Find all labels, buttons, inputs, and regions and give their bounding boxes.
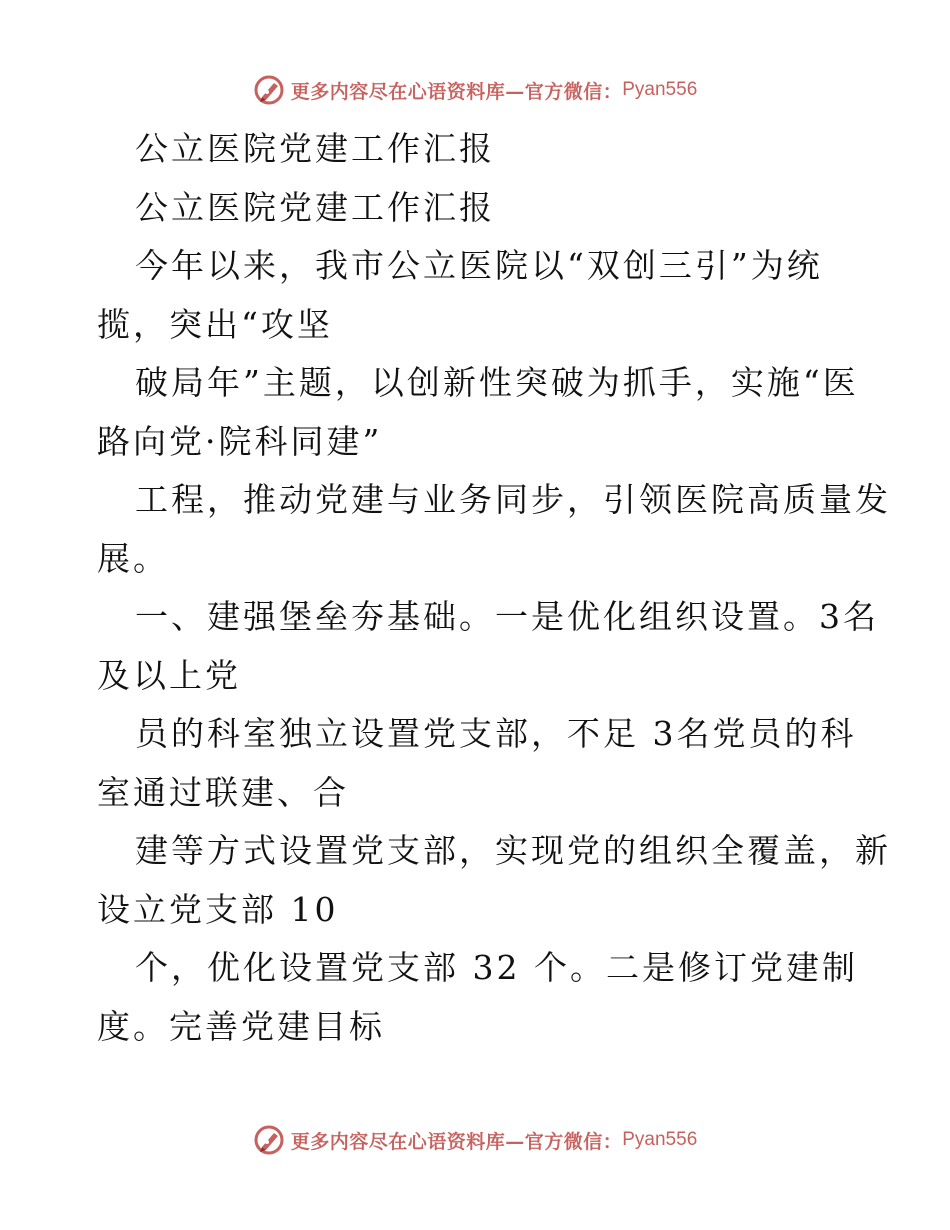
text-line: 工程，推动党建与业务同步，引领医院高质量发: [135, 480, 891, 519]
text-line: 破局年”主题，以创新性突破为抓手，实施“医: [135, 363, 859, 402]
text-line: 路向党·院科同建”: [97, 421, 383, 461]
pen-logo-icon: [253, 1124, 285, 1156]
watermark-handle: Pyan556: [622, 79, 698, 100]
text-line: 度。完善党建目标: [97, 1006, 385, 1046]
watermark-text: 更多内容尽在心语资料库—官方微信：: [290, 80, 623, 103]
footer-watermark: [0, 1122, 950, 1158]
document-body: [97, 120, 891, 1056]
doc-subtitle: 公立医院党建工作汇报: [135, 187, 495, 227]
pen-logo-icon: [253, 74, 285, 106]
text-line: 展。: [97, 538, 169, 578]
text-line: 揽，突出“攻坚: [97, 304, 333, 344]
text-line: 室通过联建、合: [97, 772, 349, 812]
text-line: 今年以来，我市公立医院以“双创三引”为统: [135, 246, 823, 285]
text-line: 建等方式设置党支部，实现党的组织全覆盖，新: [135, 831, 891, 870]
doc-title: 公立医院党建工作汇报: [135, 129, 495, 168]
text-line: 个，优化设置党支部 32 个。二是修订党建制: [135, 948, 858, 987]
text-line: 员的科室独立设置党支部，不足 3名党员的科: [135, 714, 857, 753]
text-line: 设立党支部 10: [97, 889, 339, 929]
text-line: 一、建强堡垒夯基础。一是优化组织设置。3名: [135, 597, 879, 636]
text-line: 及以上党: [97, 655, 241, 695]
header-watermark: [0, 72, 950, 108]
watermark-handle: Pyan556: [622, 1129, 698, 1150]
watermark-text: 更多内容尽在心语资料库—官方微信：: [290, 1130, 623, 1153]
